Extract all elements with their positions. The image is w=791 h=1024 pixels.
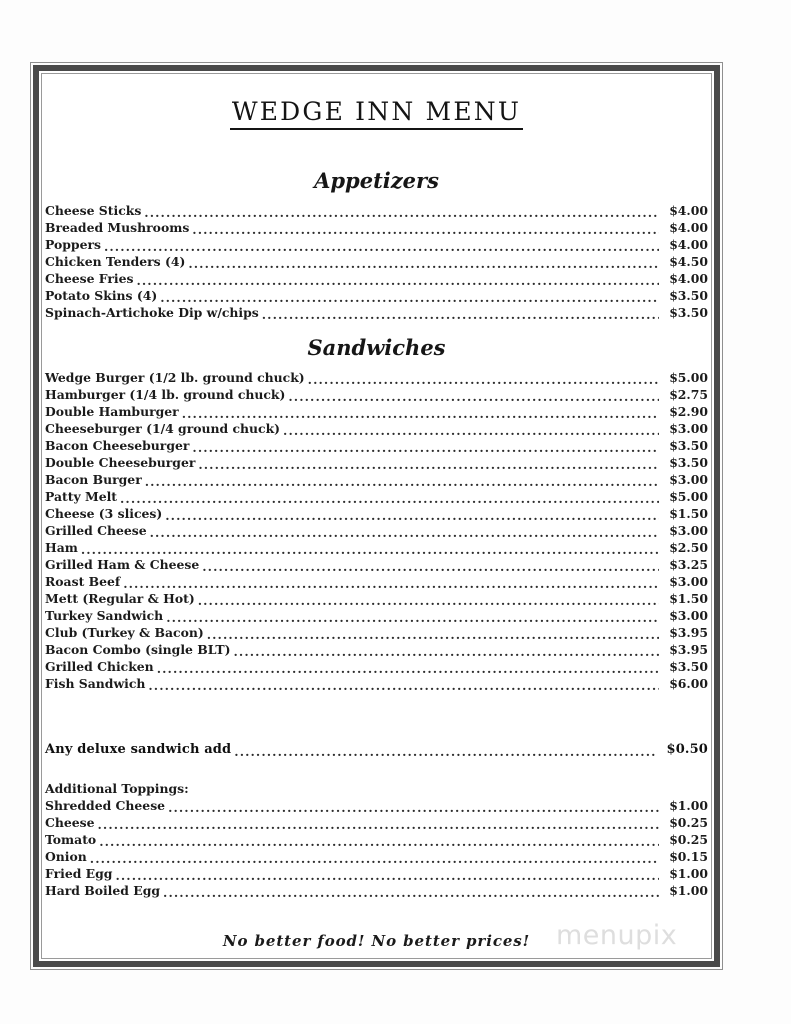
menu-row — [45, 641, 708, 658]
menu-row — [45, 675, 708, 692]
item-price: $2.90 — [669, 404, 708, 419]
item-price: $5.00 — [669, 489, 708, 504]
item-name: Potato Skins (4) — [45, 288, 158, 303]
dot-leader — [150, 527, 659, 539]
menu-row — [45, 202, 708, 219]
menu-row — [45, 831, 708, 848]
menu-row — [45, 369, 708, 386]
item-name: Fish Sandwich — [45, 676, 146, 691]
item-price: $3.50 — [669, 455, 708, 470]
dot-leader — [90, 853, 659, 865]
item-price: $1.00 — [669, 866, 708, 881]
item-price: $4.50 — [669, 254, 708, 269]
menu-row — [45, 658, 708, 675]
menu-row — [45, 403, 708, 420]
dot-leader — [123, 578, 659, 590]
item-price: $6.00 — [669, 676, 708, 691]
dot-leader — [115, 870, 659, 882]
item-price: $4.00 — [669, 271, 708, 286]
item-name: Tomato — [45, 832, 97, 847]
menu-row — [45, 624, 708, 641]
menu-row — [45, 882, 708, 899]
item-name: Bacon Burger — [45, 472, 142, 487]
menu-row — [45, 865, 708, 882]
menu-row — [45, 590, 708, 607]
item-name: Cheese Fries — [45, 271, 134, 286]
menu-content — [45, 77, 708, 955]
item-name: Grilled Cheese — [45, 523, 147, 538]
item-name: Fried Egg — [45, 866, 113, 881]
item-name: Chicken Tenders (4) — [45, 254, 186, 269]
item-name: Grilled Chicken — [45, 659, 154, 674]
item-name: Double Cheeseburger — [45, 455, 196, 470]
item-name: Grilled Ham & Cheese — [45, 557, 200, 572]
dot-leader — [165, 510, 659, 522]
menu-row — [45, 471, 708, 488]
dot-leader — [182, 408, 659, 420]
item-name: Hard Boiled Egg — [45, 883, 161, 898]
item-name: Wedge Burger (1/2 lb. ground chuck) — [45, 370, 305, 385]
menu-row — [45, 607, 708, 624]
dot-leader — [283, 425, 659, 437]
item-name: Bacon Cheeseburger — [45, 438, 190, 453]
dot-leader — [160, 292, 659, 304]
menu-row — [45, 505, 708, 522]
dot-leader — [192, 442, 659, 454]
menu-row — [45, 488, 708, 505]
dot-leader — [148, 680, 659, 692]
menu-row — [45, 454, 708, 471]
dot-leader — [198, 459, 659, 471]
item-price: $1.50 — [669, 591, 708, 606]
dot-leader — [234, 746, 656, 758]
item-name: Spinach-Artichoke Dip w/chips — [45, 305, 259, 320]
menu-row — [45, 522, 708, 539]
item-price: $0.25 — [669, 815, 708, 830]
menu-row — [45, 287, 708, 304]
menu-row — [45, 539, 708, 556]
item-name: Double Hamburger — [45, 404, 179, 419]
menu-row — [45, 556, 708, 573]
item-price: $1.00 — [669, 798, 708, 813]
dot-leader — [157, 663, 659, 675]
menu-row — [45, 253, 708, 270]
item-name: Turkey Sandwich — [45, 608, 164, 623]
item-price: $3.50 — [669, 438, 708, 453]
menu-row — [45, 814, 708, 831]
item-name: Club (Turkey & Bacon) — [45, 625, 204, 640]
toppings-label: Additional Toppings: — [45, 781, 189, 796]
item-name: Ham — [45, 540, 78, 555]
footer-tagline: No better food! No better prices! — [222, 932, 531, 950]
menu-row — [45, 797, 708, 814]
item-price: $3.00 — [669, 421, 708, 436]
page-title — [45, 97, 708, 130]
item-name: Breaded Mushrooms — [45, 220, 190, 235]
item-price: $4.00 — [669, 237, 708, 252]
item-name: Onion — [45, 849, 87, 864]
dot-leader — [136, 275, 659, 287]
deluxe-add-label: Any deluxe sandwich add — [45, 742, 232, 757]
dot-leader — [262, 309, 659, 321]
item-price: $1.50 — [669, 506, 708, 521]
item-price: $3.95 — [669, 642, 708, 657]
item-price: $3.50 — [669, 288, 708, 303]
menu-row — [45, 304, 708, 321]
menu-row — [45, 236, 708, 253]
dot-leader — [163, 887, 659, 899]
item-name: Cheeseburger (1/4 ground chuck) — [45, 421, 281, 436]
item-price: $3.00 — [669, 523, 708, 538]
dot-leader — [188, 258, 659, 270]
item-name: Poppers — [45, 237, 101, 252]
item-price: $3.50 — [669, 305, 708, 320]
dot-leader — [144, 207, 659, 219]
menupix-watermark: menupix — [556, 920, 678, 951]
item-price: $3.00 — [669, 608, 708, 623]
item-name: Patty Melt — [45, 489, 118, 504]
item-name: Cheese (3 slices) — [45, 506, 163, 521]
menu-row — [45, 386, 708, 403]
dot-leader — [145, 476, 659, 488]
menu-row — [45, 437, 708, 454]
item-price: $3.25 — [669, 557, 708, 572]
item-price: $3.00 — [669, 574, 708, 589]
dot-leader — [207, 629, 659, 641]
item-price: $0.15 — [669, 849, 708, 864]
item-price: $2.50 — [669, 540, 708, 555]
dot-leader — [166, 612, 659, 624]
item-name: Roast Beef — [45, 574, 121, 589]
deluxe-add-price: $0.50 — [666, 742, 708, 757]
section-heading-sandwiches: Sandwiches — [307, 335, 446, 360]
item-price: $4.00 — [669, 203, 708, 218]
deluxe-add-row — [45, 741, 708, 758]
page-title-text: WEDGE INN MENU — [230, 97, 523, 130]
item-name: Cheese Sticks — [45, 203, 142, 218]
item-name: Mett (Regular & Hot) — [45, 591, 195, 606]
dot-leader — [198, 595, 659, 607]
dot-leader — [98, 819, 660, 831]
dot-leader — [104, 241, 659, 253]
dot-leader — [234, 646, 660, 658]
toppings-list — [45, 797, 708, 899]
dot-leader — [120, 493, 659, 505]
menu-row — [45, 420, 708, 437]
dot-leader — [308, 374, 659, 386]
item-price: $3.50 — [669, 659, 708, 674]
item-price: $3.95 — [669, 625, 708, 640]
menu-row — [45, 270, 708, 287]
item-price: $0.25 — [669, 832, 708, 847]
item-price: $5.00 — [669, 370, 708, 385]
dot-leader — [192, 224, 659, 236]
menu-row — [45, 573, 708, 590]
dot-leader — [202, 561, 659, 573]
item-name: Shredded Cheese — [45, 798, 166, 813]
dot-leader — [99, 836, 659, 848]
item-name: Hamburger (1/4 lb. ground chuck) — [45, 387, 286, 402]
sandwiches-list — [45, 369, 708, 692]
item-price: $3.00 — [669, 472, 708, 487]
item-name: Cheese — [45, 815, 95, 830]
dot-leader — [81, 544, 659, 556]
appetizers-list — [45, 202, 708, 321]
item-price: $1.00 — [669, 883, 708, 898]
item-price: $4.00 — [669, 220, 708, 235]
item-name: Bacon Combo (single BLT) — [45, 642, 231, 657]
menu-row — [45, 848, 708, 865]
dot-leader — [288, 391, 659, 403]
dot-leader — [168, 802, 659, 814]
section-heading-appetizers: Appetizers — [314, 168, 439, 193]
item-price: $2.75 — [669, 387, 708, 402]
menu-row — [45, 219, 708, 236]
